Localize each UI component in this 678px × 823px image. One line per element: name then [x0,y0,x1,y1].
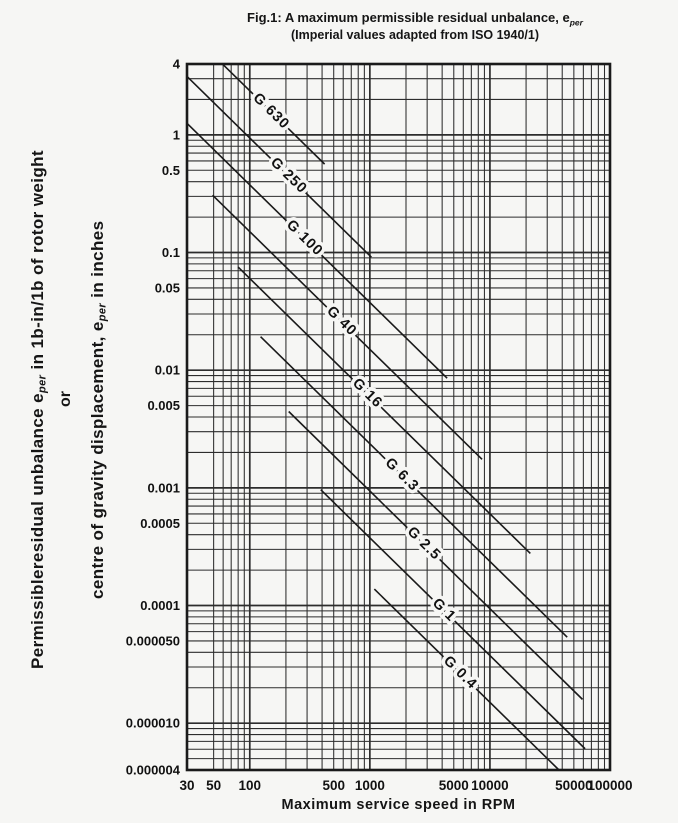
g-grade-label: G 2.5 [403,523,444,564]
y-axis-label-inner-text2: in inches [88,220,107,304]
y-axis-label-outer-text: Permissibleresidual unbalance e [28,393,47,670]
x-tick-label: 50 [206,778,222,793]
x-tick-label: 500 [322,778,345,793]
g-grade-label: G 100 [283,216,327,260]
y-tick-label: 1 [172,127,180,143]
g-grade-label: G 16 [349,375,386,412]
y-axis-label-inner-text: centre of gravity displacement, e [88,321,107,600]
y-tick-label: 0.01 [154,362,180,378]
y-tick-label: 0.0005 [140,515,180,531]
x-tick-label: 1000 [354,778,385,793]
y-tick-label: 0.0001 [140,598,180,614]
y-axis-label-or: or [57,391,74,407]
y-tick-label: 0.001 [147,480,180,496]
x-tick-label: 50000 [555,778,593,793]
y-tick-label: 0.5 [161,162,180,178]
y-tick-label: 0.000050 [125,633,180,649]
g-grade-label: G 6.3 [381,454,422,495]
y-tick-label: 4 [172,56,180,72]
x-tick-label: 5000 [438,778,469,793]
y-tick-label: 0.000004 [125,762,180,778]
y-tick-label: 0.05 [154,280,180,296]
y-tick-label: 0.005 [147,398,180,414]
g-grade-label: G 40 [323,303,360,340]
g-grade-label: G 1 [428,595,459,626]
x-tick-label: 30 [179,778,195,793]
g-grade-label: G 630 [249,90,293,133]
g-grade-line [238,267,530,553]
x-tick-label: 100 [238,778,262,793]
x-tick-label: 100000 [587,778,633,793]
x-axis-title: Maximum service speed in RPM [281,797,516,813]
g-grade-label: G 0.4 [440,652,481,693]
y-tick-label: 0.000010 [125,715,180,731]
y-axis-label-inner-subscript: per [96,303,109,322]
x-tick-label: 10000 [471,778,509,793]
figure-title-text: Fig.1: A maximum permissible residual unbalance, e [247,10,570,25]
figure-title-subscript: per [569,17,583,28]
figure-subtitle: (Imperial values adapted from ISO 1940/1) [290,28,539,42]
y-tick-label: 0.1 [161,245,180,261]
g-grade-label: G 250 [267,154,311,198]
y-axis-label-outer-subscript: per [36,375,49,394]
y-axis-label-outer-text2: in 1b-in/1b of rotor weight [28,150,47,376]
